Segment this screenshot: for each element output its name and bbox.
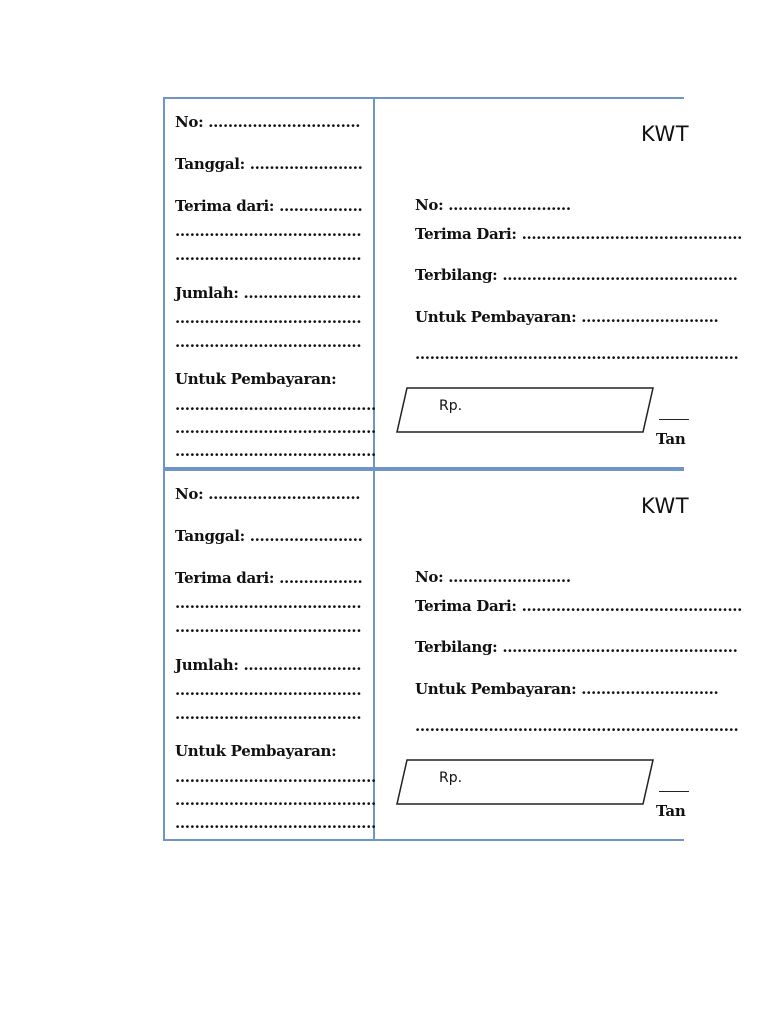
signature-line — [659, 791, 689, 792]
stub-jumlah-line: ……………………………….. — [175, 705, 362, 723]
stub-untuk-pembayaran-line: ………………………………….. — [175, 814, 376, 832]
stub-terima-dari-line: ……………………………….. — [175, 618, 362, 636]
main-terbilang-field: Terbilang: ………………………………………… — [415, 266, 738, 284]
stub-untuk-pembayaran-label: Untuk Pembayaran: — [175, 370, 337, 388]
stub-terima-dari-field: Terima dari: …………….. — [175, 569, 363, 587]
stub-jumlah-line: ……………………………….. — [175, 309, 362, 327]
main-blank-line: ………………………………………………………… — [415, 717, 739, 735]
stub-untuk-pembayaran-label: Untuk Pembayaran: — [175, 742, 337, 760]
stub-jumlah-line: ……………………………….. — [175, 681, 362, 699]
main-terbilang-field: Terbilang: ………………………………………… — [415, 638, 738, 656]
rp-label: Rp. — [439, 398, 463, 414]
receipt-main — [375, 471, 743, 839]
stub-untuk-pembayaran-line: ………………………………….. — [175, 442, 376, 460]
amount-parallelogram — [395, 757, 655, 807]
stub-untuk-pembayaran-line: ………………………………….. — [175, 396, 376, 414]
receipt-stub — [165, 99, 375, 467]
receipt-main — [375, 99, 743, 467]
stub-terima-dari-line: ……………………………….. — [175, 246, 362, 264]
amount-box — [395, 757, 655, 807]
stub-no-field: No: …………………………. — [175, 485, 361, 503]
main-blank-line: ………………………………………………………… — [415, 345, 739, 363]
amount-box — [395, 385, 655, 435]
amount-parallelogram — [395, 385, 655, 435]
receipt-stub — [165, 471, 375, 839]
main-terima-dari-field: Terima Dari: ……………………………………… — [415, 225, 743, 243]
signature-label: Tan — [656, 802, 686, 820]
stub-tanggal-field: Tanggal: ………………….. — [175, 527, 363, 545]
main-no-field: No: ……………………. — [415, 568, 571, 586]
receipt-title: KWT — [641, 122, 690, 146]
stub-untuk-pembayaran-line: ………………………………….. — [175, 791, 376, 809]
signature-line — [659, 419, 689, 420]
stub-untuk-pembayaran-line: ………………………………….. — [175, 768, 376, 786]
stub-terima-dari-line: ……………………………….. — [175, 222, 362, 240]
stub-terima-dari-field: Terima dari: …………….. — [175, 197, 363, 215]
main-no-field: No: ……………………. — [415, 196, 571, 214]
receipt-form-1 — [163, 97, 743, 469]
stub-jumlah-line: ……………………………….. — [175, 333, 362, 351]
stub-no-field: No: …………………………. — [175, 113, 361, 131]
stub-jumlah-field: Jumlah: …………………… — [175, 284, 362, 302]
stub-untuk-pembayaran-line: ………………………………….. — [175, 419, 376, 437]
stub-tanggal-field: Tanggal: ………………….. — [175, 155, 363, 173]
stub-terima-dari-line: ……………………………….. — [175, 594, 362, 612]
receipt-form-2 — [163, 469, 743, 841]
stub-jumlah-field: Jumlah: …………………… — [175, 656, 362, 674]
main-untuk-pembayaran-field: Untuk Pembayaran: ………………………. — [415, 680, 719, 698]
receipt-title: KWT — [641, 494, 690, 518]
signature-label: Tan — [656, 430, 686, 448]
rp-label: Rp. — [439, 770, 463, 786]
main-untuk-pembayaran-field: Untuk Pembayaran: ………………………. — [415, 308, 719, 326]
main-terima-dari-field: Terima Dari: ……………………………………… — [415, 597, 743, 615]
